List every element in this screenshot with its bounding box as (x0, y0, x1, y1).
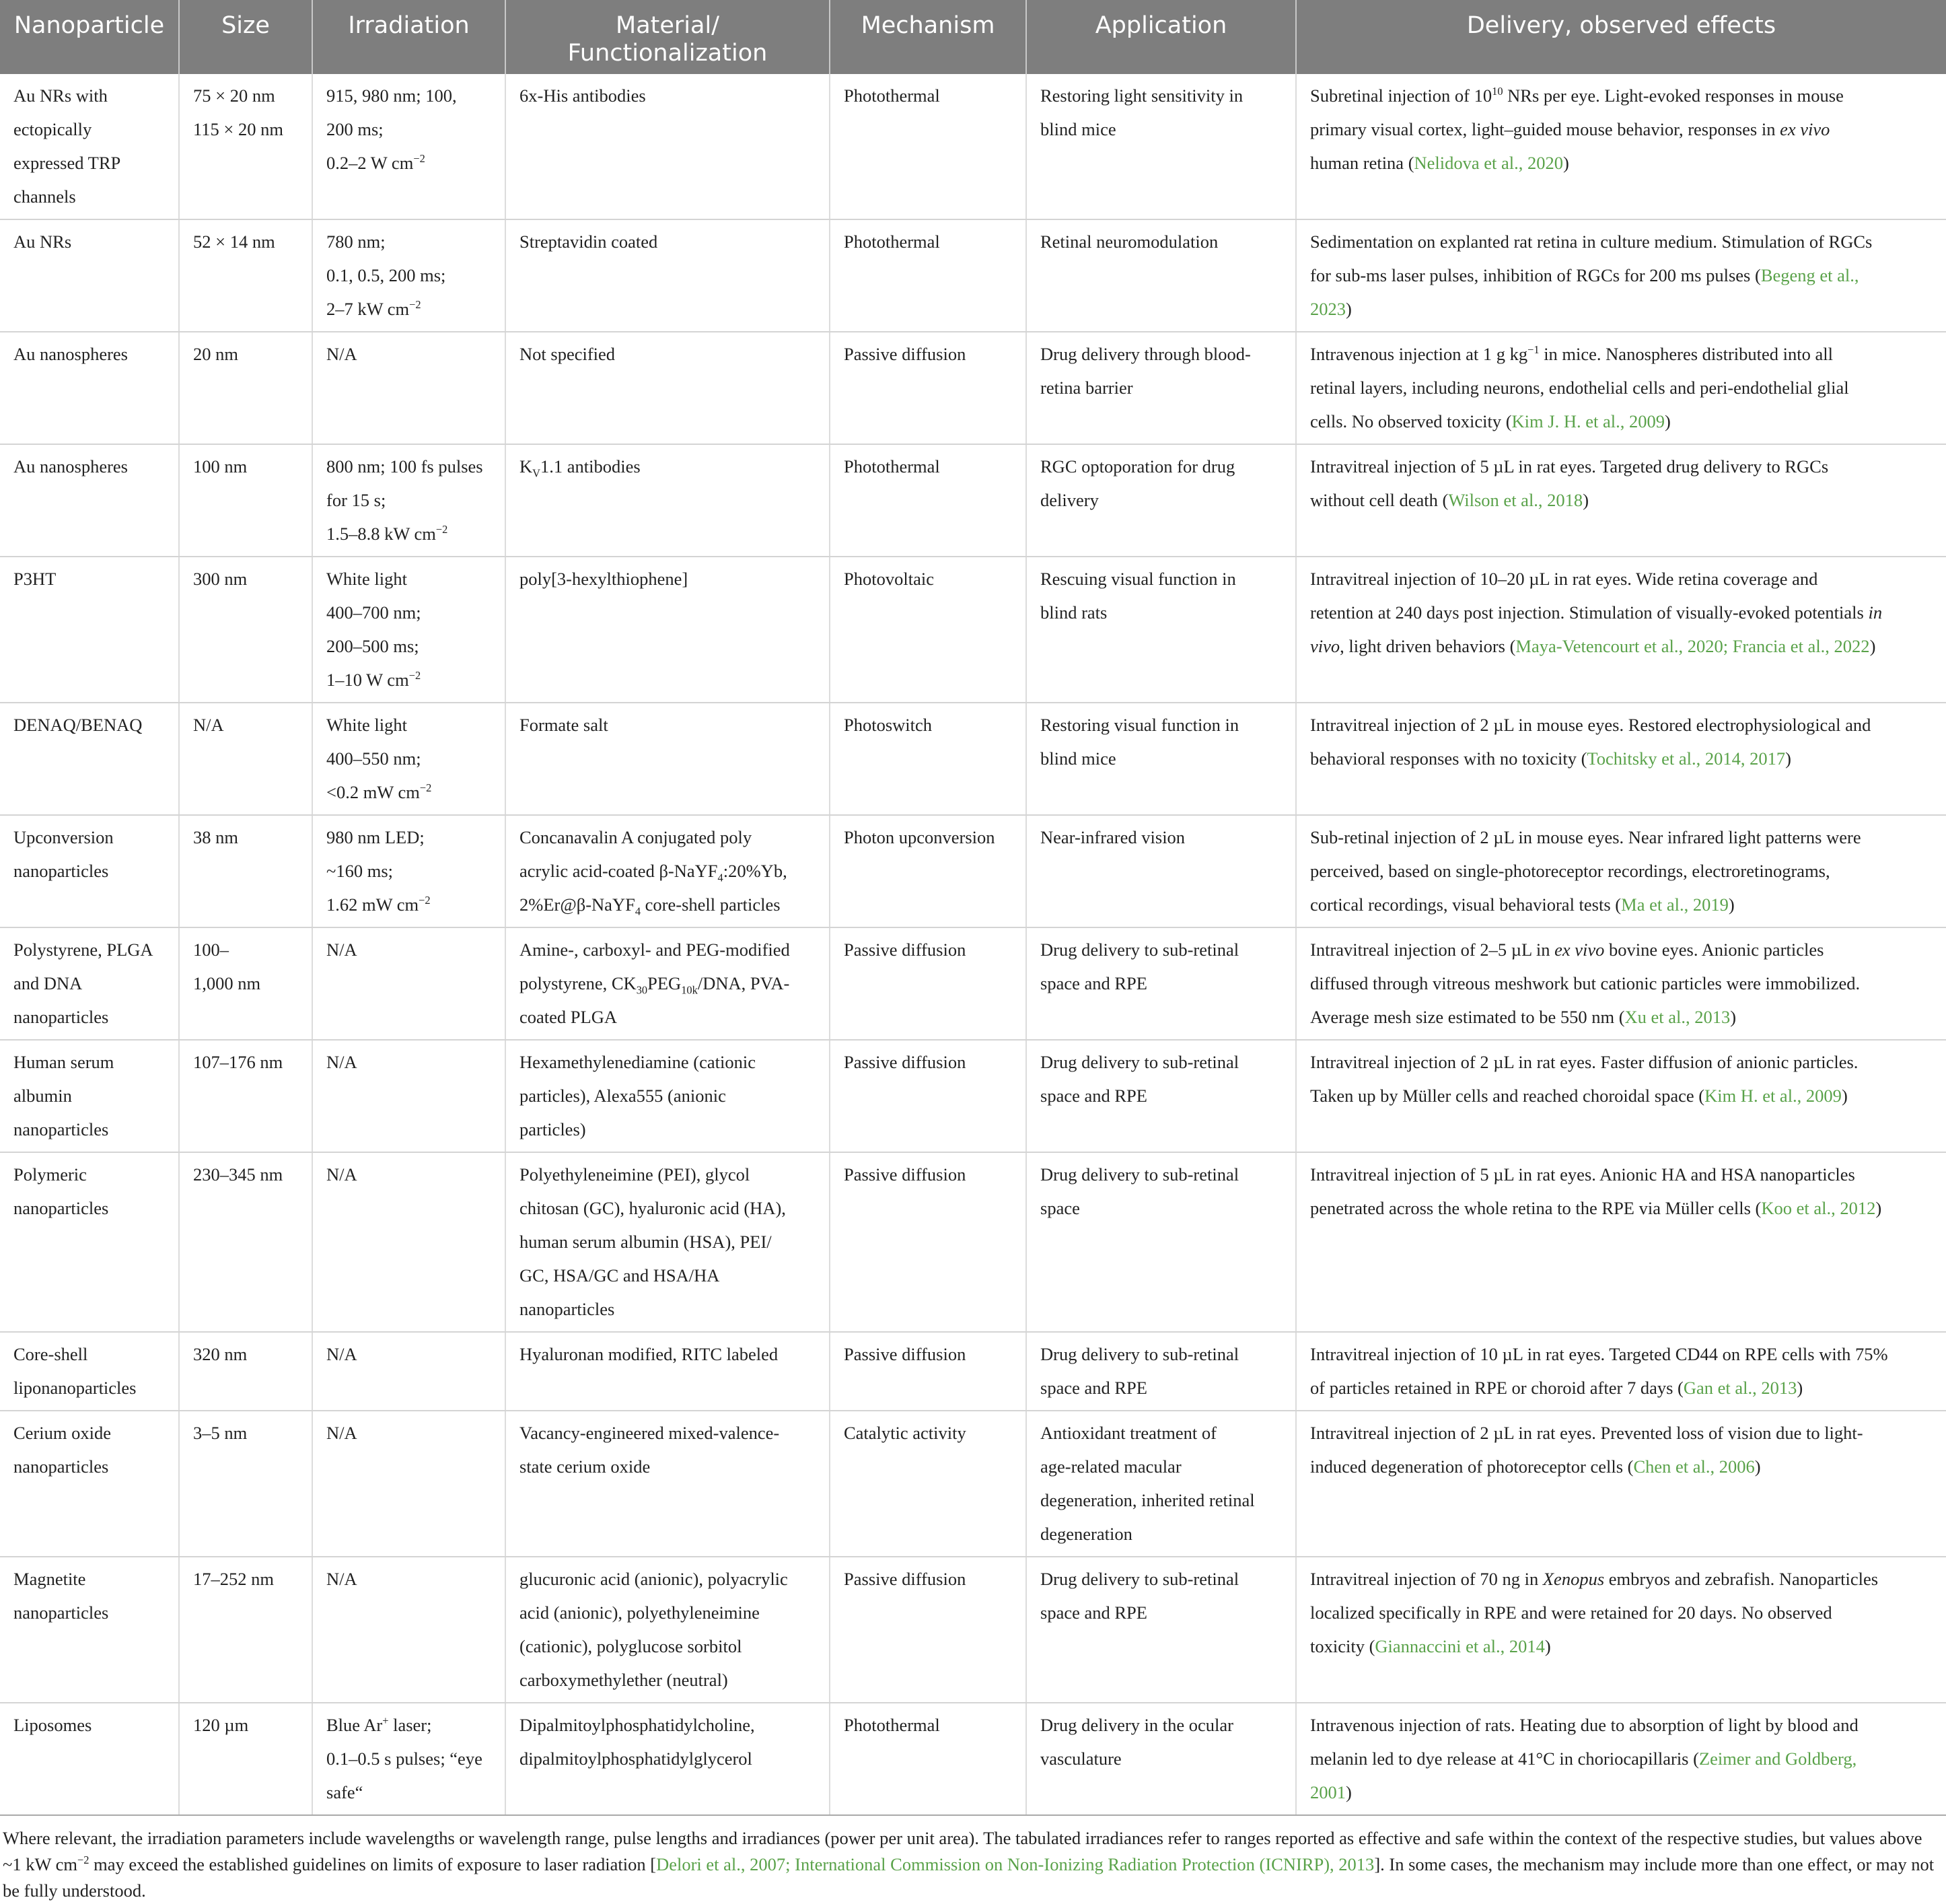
cell-mechanism: Photothermal (830, 1703, 1026, 1815)
table-row (0, 332, 1946, 444)
cell-mechanism: Passive diffusion (830, 1040, 1026, 1152)
table-row (0, 557, 1946, 703)
cell-delivery: Sub-retinal injection of 2 µL in mouse eyes. Near infrared light patterns were perceived, based on single-photoreceptor recordings, electroretinograms, cortical recordings, visual behavioral tests (Ma et al., 2019) (1296, 815, 1946, 927)
header-application: Application (1026, 0, 1296, 74)
cell-size: 100– 1,000 nm (179, 927, 312, 1040)
cell-size: 38 nm (179, 815, 312, 927)
cell-application: Antioxidant treatment of age-related macular degeneration, inherited retinal degeneration (1026, 1411, 1296, 1557)
cell-size: 52 × 14 nm (179, 219, 312, 332)
cell-irradiation: N/A (312, 1332, 505, 1411)
table-footnote: Where relevant, the irradiation parameters include wavelengths or wavelength range, pulse lengths and irradiances (power per unit area). The tabulated irradiances refer to ranges reported as effective and safe within the context of the respective studies, but values above ~1 kW $cm^{-2}$ may exceed the established guidelines on limits of exposure to laser radiation [Delori et al., 2007; International Commission on Non-Ionizing Radiation Protection (ICNIRP), 2013]. In some cases, the mechanism may include more than one effect, or may not be fully understood. (3, 1828, 1935, 1901)
cell-delivery: Intravitreal injection of 10–20 µL in rat eyes. Wide retina coverage and retention at 240 days post injection. Stimulation of visually-evoked potentials in vivo, light driven behaviors (Maya-Vetencourt et al., 2020; Francia et al., 2022) (1296, 557, 1946, 703)
cell-application: RGC optoporation for drug delivery (1026, 444, 1296, 557)
cell-irradiation: N/A (312, 1040, 505, 1152)
header-nanoparticle: Nanoparticle (0, 0, 179, 74)
cell-nanoparticle: Polymeric nanoparticles (0, 1152, 179, 1332)
cell-size: 3–5 nm (179, 1411, 312, 1557)
cell-nanoparticle: DENAQ/BENAQ (0, 703, 179, 815)
cell-application: Drug delivery to sub-retinal space and RPE (1026, 1332, 1296, 1411)
cell-size: N/A (179, 703, 312, 815)
header-irradiation: Irradiation (312, 0, 505, 74)
cell-mechanism: Photothermal (830, 219, 1026, 332)
table-row (0, 1411, 1946, 1557)
table-row (0, 703, 1946, 815)
cell-irradiation: White light 400–550 nm; <0.2 mW $cm^{-2}$ (312, 703, 505, 815)
cell-mechanism: Passive diffusion (830, 332, 1026, 444)
cell-delivery: Intravenous injection at 1 g $kg^{-1}$ in mice. Nanospheres distributed into all retinal layers, including neurons, endothelial cells and peri-endothelial glial cells. No observed toxicity (Kim J. H. et al., 2009) (1296, 332, 1946, 444)
cell-mechanism: Catalytic activity (830, 1411, 1026, 1557)
cell-irradiation: White light 400–700 nm; 200–500 ms; 1–10 W $cm^{-2}$ (312, 557, 505, 703)
cell-nanoparticle: Au NRs with ectopically expressed TRP channels (0, 74, 179, 219)
cell-nanoparticle: Au nanospheres (0, 444, 179, 557)
cell-mechanism: Photon upconversion (830, 815, 1026, 927)
cell-size: 120 µm (179, 1703, 312, 1815)
cell-nanoparticle: Au NRs (0, 219, 179, 332)
cell-application: Retinal neuromodulation (1026, 219, 1296, 332)
cell-nanoparticle: Au nanospheres (0, 332, 179, 444)
cell-size: 320 nm (179, 1332, 312, 1411)
cell-mechanism: Photoswitch (830, 703, 1026, 815)
cell-irradiation: N/A (312, 927, 505, 1040)
cell-size: 17–252 nm (179, 1557, 312, 1703)
cell-material: 6x-His antibodies (505, 74, 830, 219)
header-mechanism: Mechanism (830, 0, 1026, 74)
cell-irradiation: N/A (312, 1152, 505, 1332)
header-row (0, 0, 1946, 74)
cell-application: Drug delivery to sub-retinal space and RPE (1026, 1040, 1296, 1152)
cell-delivery: Intravitreal injection of 5 µL in rat eyes. Targeted drug delivery to RGCs without cell death (Wilson et al., 2018) (1296, 444, 1946, 557)
header-material: Material/ Functionalization (505, 0, 830, 74)
cell-irradiation: 780 nm; 0.1, 0.5, 200 ms; 2–7 kW $cm^{-2}$ (312, 219, 505, 332)
cell-mechanism: Passive diffusion (830, 1152, 1026, 1332)
cell-size: 107–176 nm (179, 1040, 312, 1152)
table-row (0, 219, 1946, 332)
cell-nanoparticle: Cerium oxide nanoparticles (0, 1411, 179, 1557)
cell-mechanism: Passive diffusion (830, 1332, 1026, 1411)
table-row (0, 1557, 1946, 1703)
table-row (0, 1332, 1946, 1411)
cell-nanoparticle: Polystyrene, PLGA and DNA nanoparticles (0, 927, 179, 1040)
table-row (0, 1040, 1946, 1152)
cell-material: glucuronic acid (anionic), polyacrylic acid (anionic), polyethyleneimine (cationic), polyglucose sorbitol carboxymethylether (neutral) (505, 1557, 830, 1703)
cell-application: Rescuing visual function in blind rats (1026, 557, 1296, 703)
header-size: Size (179, 0, 312, 74)
cell-application: Drug delivery to sub-retinal space and RPE (1026, 927, 1296, 1040)
cell-mechanism: Passive diffusion (830, 927, 1026, 1040)
table-row (0, 815, 1946, 927)
cell-application: Drug delivery to sub-retinal space and RPE (1026, 1557, 1296, 1703)
cell-irradiation: Blue Ar+ laser; 0.1–0.5 s pulses; “eye safe“ (312, 1703, 505, 1815)
cell-mechanism: Photothermal (830, 74, 1026, 219)
cell-size: 20 nm (179, 332, 312, 444)
cell-nanoparticle: Upconversion nanoparticles (0, 815, 179, 927)
cell-application: Restoring light sensitivity in blind mice (1026, 74, 1296, 219)
cell-size: 230–345 nm (179, 1152, 312, 1332)
table-row (0, 74, 1946, 219)
cell-size: 300 nm (179, 557, 312, 703)
cell-material: Hyaluronan modified, RITC labeled (505, 1332, 830, 1411)
cell-nanoparticle: Magnetite nanoparticles (0, 1557, 179, 1703)
cell-material: Dipalmitoylphosphatidylcholine, dipalmitoylphosphatidylglycerol (505, 1703, 830, 1815)
table-row (0, 927, 1946, 1040)
cell-material: poly[3-hexylthiophene] (505, 557, 830, 703)
cell-application: Drug delivery through blood- retina barrier (1026, 332, 1296, 444)
cell-delivery: Intravitreal injection of 5 µL in rat eyes. Anionic HA and HSA nanoparticles penetrated across the whole retina to the RPE via Müller cells (Koo et al., 2012) (1296, 1152, 1946, 1332)
cell-material: Streptavidin coated (505, 219, 830, 332)
header-delivery: Delivery, observed effects (1296, 0, 1946, 74)
cell-irradiation: 915, 980 nm; 100, 200 ms; 0.2–2 W $cm^{-2}$ (312, 74, 505, 219)
cell-material: Polyethyleneimine (PEI), glycol chitosan (GC), hyaluronic acid (HA), human serum albumin (HSA), PEI/ GC, HSA/GC and HSA/HA nanoparticles (505, 1152, 830, 1332)
cell-delivery: Intravitreal injection of 2–5 µL in ex vivo bovine eyes. Anionic particles diffused through vitreous meshwork but cationic particles were immobilized. Average mesh size estimated to be 550 nm (Xu et al., 2013) (1296, 927, 1946, 1040)
cell-material: Formate salt (505, 703, 830, 815)
cell-application: Drug delivery in the ocular vasculature (1026, 1703, 1296, 1815)
cell-nanoparticle: Liposomes (0, 1703, 179, 1815)
cell-material: Hexamethylenediamine (cationic particles), Alexa555 (anionic particles) (505, 1040, 830, 1152)
cell-irradiation: N/A (312, 1411, 505, 1557)
cell-delivery: Intravitreal injection of 2 µL in rat eyes. Faster diffusion of anionic particles. Taken up by Müller cells and reached choroidal space (Kim H. et al., 2009) (1296, 1040, 1946, 1152)
cell-material: Concanavalin A conjugated poly acrylic acid-coated β-NaYF$_4$:20%Yb, 2%Er@β-NaYF$_4$ core-shell particles (505, 815, 830, 927)
cell-delivery: Sedimentation on explanted rat retina in culture medium. Stimulation of RGCs for sub-ms laser pulses, inhibition of RGCs for 200 ms pulses (Begeng et al., 2023) (1296, 219, 1946, 332)
cell-delivery: Intravenous injection of rats. Heating due to absorption of light by blood and melanin led to dye release at 41°C in choriocapillaris (Zeimer and Goldberg, 2001) (1296, 1703, 1946, 1815)
cell-size: 100 nm (179, 444, 312, 557)
table-row (0, 1152, 1946, 1332)
cell-nanoparticle: P3HT (0, 557, 179, 703)
cell-delivery: Intravitreal injection of 2 µL in mouse eyes. Restored electrophysiological and behavioral responses with no toxicity (Tochitsky et al., 2014, 2017) (1296, 703, 1946, 815)
cell-mechanism: Photovoltaic (830, 557, 1026, 703)
cell-application: Drug delivery to sub-retinal space (1026, 1152, 1296, 1332)
cell-material: $K_V1.1$ antibodies (505, 444, 830, 557)
cell-irradiation: 800 nm; 100 fs pulses for 15 s; 1.5–8.8 kW $cm^{-2}$ (312, 444, 505, 557)
cell-irradiation: N/A (312, 1557, 505, 1703)
table-row (0, 444, 1946, 557)
cell-material: Amine-, carboxyl- and PEG-modified polystyrene, $CK_{30}PEG_{10k}$/DNA, PVA- coated PLGA (505, 927, 830, 1040)
cell-material: Not specified (505, 332, 830, 444)
cell-application: Near-infrared vision (1026, 815, 1296, 927)
cell-irradiation: N/A (312, 332, 505, 444)
cell-size: 75 × 20 nm 115 × 20 nm (179, 74, 312, 219)
cell-delivery: Intravitreal injection of 70 ng in Xenopus embryos and zebrafish. Nanoparticles localized specifically in RPE and were retained for 20 days. No observed toxicity (Giannaccini et al., 2014) (1296, 1557, 1946, 1703)
table-row (0, 1703, 1946, 1815)
cell-delivery: Intravitreal injection of 2 µL in rat eyes. Prevented loss of vision due to light- induced degeneration of photoreceptor cells (Chen et al., 2006) (1296, 1411, 1946, 1557)
cell-delivery: Intravitreal injection of 10 µL in rat eyes. Targeted CD44 on RPE cells with 75% of particles retained in RPE or choroid after 7 days (Gan et al., 2013) (1296, 1332, 1946, 1411)
cell-mechanism: Passive diffusion (830, 1557, 1026, 1703)
cell-irradiation: 980 nm LED; ~160 ms; 1.62 mW $cm^{-2}$ (312, 815, 505, 927)
cell-application: Restoring visual function in blind mice (1026, 703, 1296, 815)
cell-nanoparticle: Core-shell liponanoparticles (0, 1332, 179, 1411)
cell-mechanism: Photothermal (830, 444, 1026, 557)
cell-nanoparticle: Human serum albumin nanoparticles (0, 1040, 179, 1152)
cell-delivery: Subretinal injection of $10^{10}$ NRs per eye. Light-evoked responses in mouse primary visual cortex, light–guided mouse behavior, responses in ex vivo human retina (Nelidova et al., 2020) (1296, 74, 1946, 219)
cell-material: Vacancy-engineered mixed-valence- state cerium oxide (505, 1411, 830, 1557)
